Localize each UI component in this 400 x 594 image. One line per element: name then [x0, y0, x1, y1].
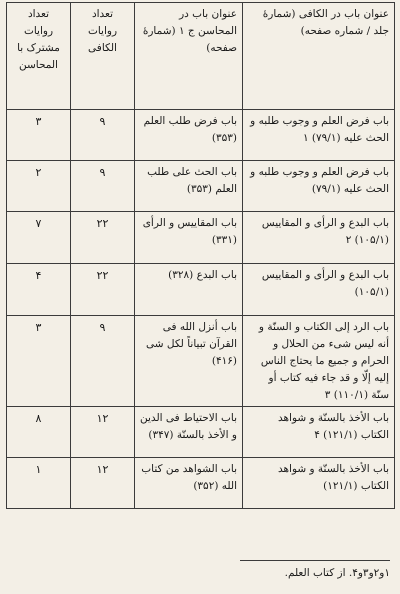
cell-kafi-count: ۱۲ [71, 458, 135, 509]
cell-kafi-count: ۲۲ [71, 264, 135, 316]
cell-mahasin-chapter: باب المقاییس و الرأی (۳۳۱) [135, 212, 243, 264]
cell-shared-count: ۱ [7, 458, 71, 509]
header-mahasin-chapter: عنوان باب در المحاسن ج ۱ (شمارهٔ صفحه) [135, 3, 243, 110]
cell-kafi-chapter: باب البدع و الرأی و المقاییس (۱۰۵/۱) [243, 264, 395, 316]
cell-kafi-count: ۹ [71, 316, 135, 407]
cell-shared-count: ۳ [7, 110, 71, 161]
cell-shared-count: ۷ [7, 212, 71, 264]
table-row [7, 110, 395, 161]
footnote-divider [240, 560, 390, 561]
cell-shared-count: ۴ [7, 264, 71, 316]
table-row [7, 407, 395, 458]
cell-kafi-count: ۹ [71, 110, 135, 161]
cell-kafi-chapter: باب الأخذ بالسنّة و شواهد الکتاب (۱۲۱/۱) ۴ [243, 407, 395, 458]
header-shared-count: تعداد روایات مشترک با المحاسن [7, 3, 71, 110]
table-row [7, 161, 395, 212]
cell-kafi-chapter: باب فرض العلم و وجوب طلبه و الحث علیه (۷۹/۱) ۱ [243, 110, 395, 161]
cell-mahasin-chapter: باب أنزل الله فی القرآن تبیاناً لکل شی (۴۱۶) [135, 316, 243, 407]
cell-mahasin-chapter: باب الحث علی طلب العلم (۳۵۳) [135, 161, 243, 212]
cell-shared-count: ۲ [7, 161, 71, 212]
cell-mahasin-chapter: باب البدع (۳۲۸) [135, 264, 243, 316]
table-row [7, 264, 395, 316]
table-row [7, 316, 395, 407]
cell-kafi-chapter: باب فرض العلم و وجوب طلبه و الحث علیه (۷۹/۱) [243, 161, 395, 212]
cell-shared-count: ۳ [7, 316, 71, 407]
cell-kafi-chapter: باب الرد إلی الکتاب و السنّة و أنه لیس شیء من الحلال و الحرام و جمیع ما یحتاج الناس إلیه إلّا و قد جاء فیه کتاب أو سنّة (۱۱۰/۱) ۳ [243, 316, 395, 407]
cell-mahasin-chapter: باب الشواهد من کتاب الله (۳۵۲) [135, 458, 243, 509]
comparison-table [6, 2, 395, 509]
table-row [7, 458, 395, 509]
footnote: ۱و۲و۳و۴. از کتاب العلم. [284, 567, 390, 579]
table-header-row [7, 3, 395, 110]
cell-kafi-chapter: باب البدع و الرأی و المقاییس (۱۰۵/۱) ۲ [243, 212, 395, 264]
table-row [7, 212, 395, 264]
cell-kafi-chapter: باب الأخذ بالسنّة و شواهد الکتاب (۱۲۱/۱) [243, 458, 395, 509]
header-kafi-chapter: عنوان باب در الکافی (شمارهٔ جلد / شماره صفحه) [243, 3, 395, 110]
cell-mahasin-chapter: باب الاحتیاط فی الدین و الأخذ بالسنّة (۳۴۷) [135, 407, 243, 458]
header-kafi-count: تعداد روایات الکافی [71, 3, 135, 110]
cell-shared-count: ۸ [7, 407, 71, 458]
cell-kafi-count: ۹ [71, 161, 135, 212]
cell-kafi-count: ۲۲ [71, 212, 135, 264]
cell-kafi-count: ۱۲ [71, 407, 135, 458]
cell-mahasin-chapter: باب فرض طلب العلم (۳۵۳) [135, 110, 243, 161]
